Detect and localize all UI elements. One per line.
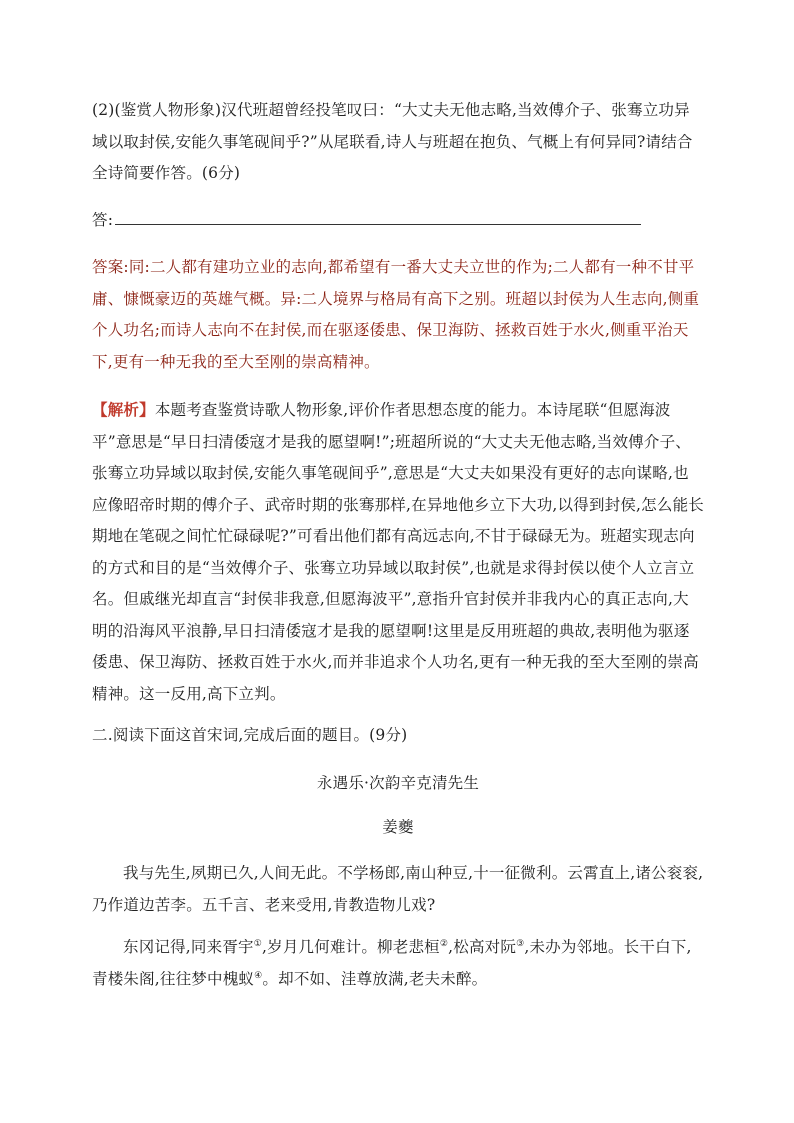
poem-stanza-2	[92, 932, 704, 995]
poem-author: 姜夔	[382, 818, 414, 836]
poem-title: 永遇乐·次韵辛克清先生	[316, 774, 480, 792]
footnote-ref-4: ④	[254, 970, 263, 981]
question-text: (2)(鉴赏人物形象)汉代班超曾经投笔叹曰：“大丈夫无他志略,当效傅介子、张骞立功异域以取封侯,安能久事笔砚间乎?”从尾联看,诗人与班超在抱负、气概上有何异同?请结合全诗简要作答。(6分)	[92, 101, 693, 182]
stanza2-part-5: 。却不如、洼尊放满,老夫未醉。	[262, 969, 488, 988]
answer-label: 答:	[92, 211, 114, 229]
analysis-text: 本题考查鉴赏诗歌人物形象,评价作者思想态度的能力。本诗尾联“但愿海波平”意思是“早日扫清倭寇才是我的愿望啊!”;班超所说的“大丈夫无他志略,当效傅介子、张骞立功异域以取封侯,安能久事笔砚间乎”,意思是“大丈夫如果没有更好的志向谋略,也应像昭帝时期的傅介子、武帝时期的张骞那样,在异地他乡立下大功,以得到封侯,怎么能长期地在笔砚之间忙忙碌碌呢?”可看出他们都有高远志向,不甘于碌碌无为。班超实现志向的方式和目的是“当效傅介子、张骞立功异域以取封侯”,也就是求得封侯以使个人立言立名。但戚继光却直言“封侯非我意,但愿海波平”,意指升官封侯并非我内心的真正志向,大明的沿海风平浪静,早日扫清倭寇才是我的愿望啊!这里是反用班超的典故,表明他为驱逐倭患、保卫海防、拯救百姓于水火,而并非追求个人功名,更有一种无我的至大至刚的崇高精神。这一反用,高下立判。	[92, 401, 704, 703]
poem-stanza-1: 我与先生,夙期已久,人间无此。不学杨郎,南山种豆,十一征微利。云霄直上,诸公衮衮,乃作道边苦李。五千言、老来受用,肯教造物儿戏?	[92, 864, 704, 914]
footnote-ref-1: ①	[253, 938, 263, 949]
stanza2-part-3: ,松高对阮	[448, 938, 517, 956]
analysis-tag: 【解析】	[92, 400, 155, 419]
footnote-ref-2: ②	[439, 938, 449, 949]
analysis-paragraph	[92, 394, 704, 710]
answer-line	[92, 204, 704, 237]
stanza2-part-4: ,未办为邻地。长干白下,青楼朱阁,往往梦中槐蚁	[92, 938, 692, 988]
section2-heading: 二.阅读下面这首宋词,完成后面的题目。(9分)	[92, 726, 408, 744]
answer-blank[interactable]	[115, 204, 641, 225]
footnote-ref-3: ③	[516, 938, 525, 949]
stanza2-part-1: 东冈记得,同来胥宇	[123, 938, 254, 956]
stanza2-part-2: ,岁月几何难计。柳老悲桓	[262, 938, 440, 956]
answer-text: 答案:同:二人都有建功立业的志向,都希望有一番大丈夫立世的作为;二人都有一种不甘平庸、慷慨豪迈的英雄气概。异:二人境界与格局有高下之别。班超以封侯为人生志向,侧重个人功名;而诗人志向不在封侯,而在驱逐倭患、保卫海防、拯救百姓于水火,侧重平治天下,更有一种无我的至大至刚的崇高精神。	[92, 258, 700, 371]
